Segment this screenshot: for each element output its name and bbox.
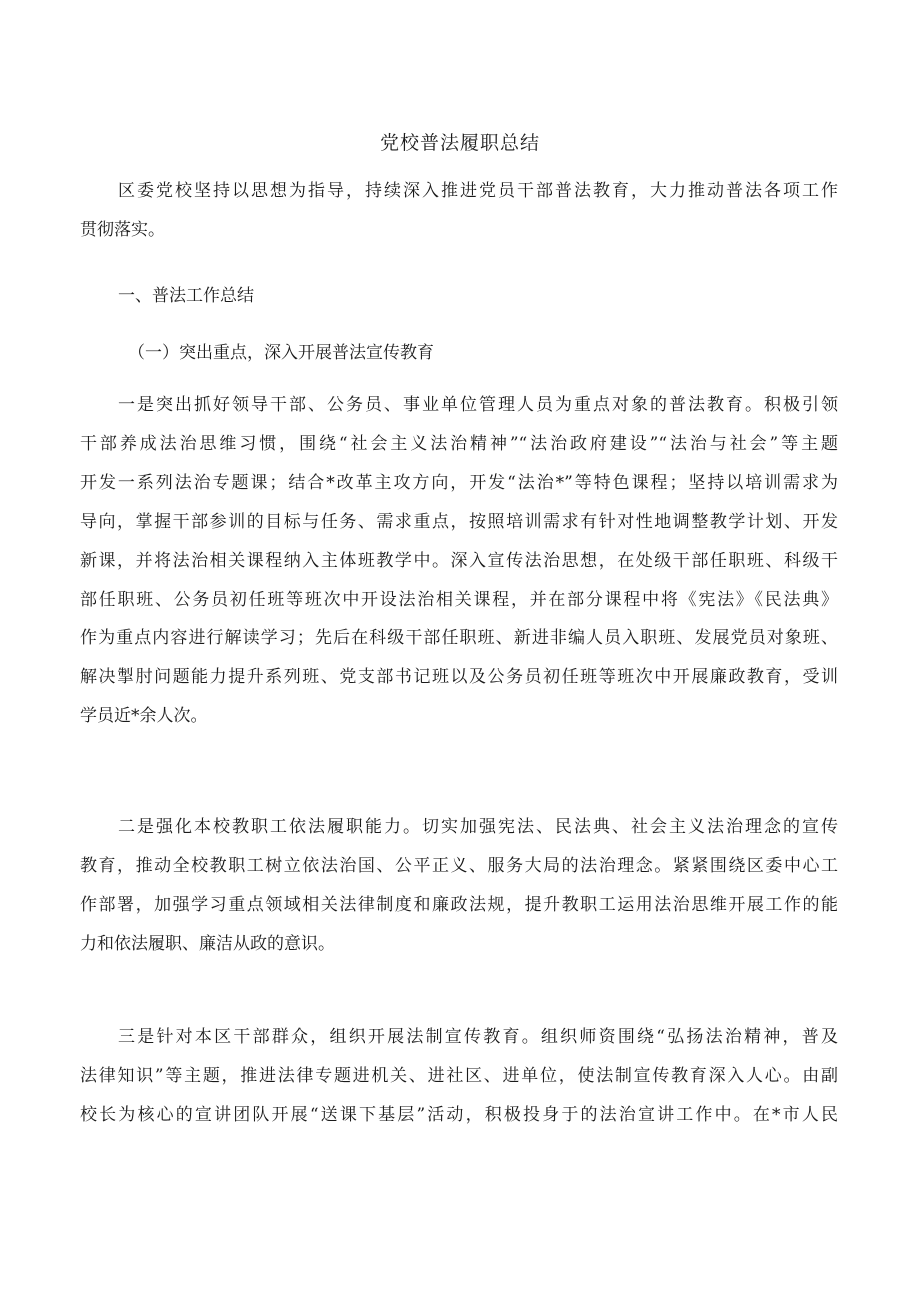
intro-paragraph [80, 172, 838, 250]
paragraph-line: 贯彻落实。 [80, 219, 165, 240]
body-paragraph-2 [80, 808, 838, 964]
paragraph-line: 教育，推动全校教职工树立依法治国、公平正义、服务大局的法治理念。紧紧围绕区委中心工 [80, 855, 838, 876]
paragraph-line: 解决掣肘问题能力提升系列班、党支部书记班以及公务员初任班等班次中开展廉政教育，受训 [80, 667, 838, 688]
paragraph-line: 干部养成法治思维习惯，围绕“社会主义法治精神”“法治政府建设”“法治与社会”等主题 [80, 433, 838, 454]
paragraph-line: 导向，掌握干部参训的目标与任务、需求重点，按照培训需求有针对性地调整教学计划、开发 [80, 511, 838, 532]
paragraph-line: 作为重点内容进行解读学习；先后在科级干部任职班、新进非编人员入职班、发展党员对象班、 [80, 628, 838, 649]
paragraph-line: 开发一系列法治专题课；结合*改革主攻方向，开发“法治*”等特色课程；坚持以培训需求为 [80, 472, 838, 493]
section-heading: 一、普法工作总结 [118, 286, 254, 306]
paragraph-line: 学员近*余人次。 [80, 706, 208, 727]
paragraph-line: 力和依法履职、廉洁从政的意识。 [80, 933, 335, 954]
paragraph-line: 二是强化本校教职工依法履职能力。切实加强宪法、民法典、社会主义法治理念的宣传 [118, 817, 838, 837]
paragraph-line: 一是突出抓好领导干部、公务员、事业单位管理人员为重点对象的普法教育。积极引领 [118, 395, 838, 415]
paragraph-line: 法律知识”等主题，推进法律专题进机关、进社区、进单位，使法制宣传教育深入人心。由副 [80, 1065, 838, 1086]
paragraph-line: 部任职班、公务员初任班等班次中开设法治相关课程，并在部分课程中将《宪法》《民法典》 [80, 589, 838, 610]
paragraph-line: 作部署，加强学习重点领域相关法律制度和廉政法规，提升教职工运用法治思维开展工作的能 [80, 894, 838, 915]
body-paragraph-3 [80, 1018, 838, 1135]
body-paragraph-1 [80, 386, 838, 736]
paragraph-line: 校长为核心的宣讲团队开展“送课下基层”活动，积极投身于的法治宣讲工作中。在*市人民 [80, 1104, 838, 1125]
document-title: 党校普法履职总结 [379, 132, 540, 154]
subsection-heading: （一）突出重点，深入开展普法宣传教育 [128, 343, 434, 363]
paragraph-line: 新课，并将法治相关课程纳入主体班教学中。深入宣传法治思想，在处级干部任职班、科级干 [80, 550, 838, 571]
paragraph-line: 三是针对本区干部群众，组织开展法制宣传教育。组织师资围绕“弘扬法治精神，普及 [118, 1027, 838, 1047]
paragraph-line: 区委党校坚持以思想为指导，持续深入推进党员干部普法教育，大力推动普法各项工作 [118, 181, 838, 201]
